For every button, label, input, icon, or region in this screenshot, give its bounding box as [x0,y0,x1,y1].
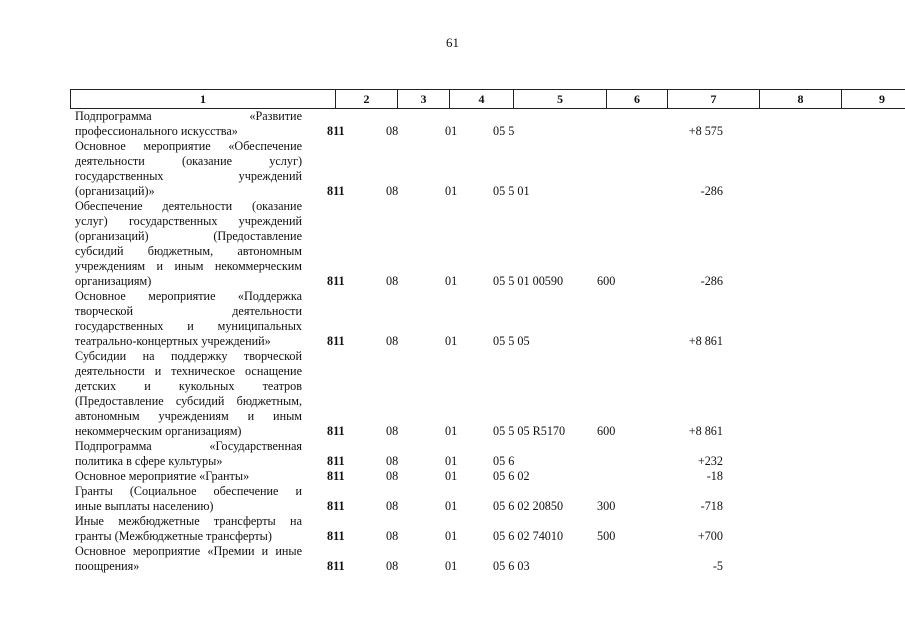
table-row [0,349,905,439]
description-line: (организаций) (Предоставление [75,229,302,243]
page-number: 61 [446,35,459,50]
cell-c4: 01 [445,184,458,198]
header-col-5: 5 [514,90,607,108]
description-line: некоммерческим организациям) [75,424,242,438]
description-line: услуг) государственных учреждений [75,214,302,228]
cell-c5: 05 6 [493,454,515,468]
row-description [75,514,302,544]
cell-c3: 08 [386,274,399,288]
description-line: (организаций)» [75,184,155,198]
description-line: Основное мероприятие «Гранты» [75,469,250,483]
row-description [75,109,302,139]
cell-c2: 811 [327,124,345,138]
cell-c7: +700 [697,529,723,543]
row-description [75,484,302,514]
cell-c6: 600 [597,424,616,438]
header-col-2: 2 [336,90,398,108]
description-line: Подпрограмма «Развитие [75,109,302,123]
row-description [75,139,302,199]
description-line: гранты (Межбюджетные трансферты) [75,529,272,543]
description-line: Гранты (Социальное обеспечение и [75,484,302,498]
cell-c7: +8 861 [688,334,723,348]
cell-c2: 811 [327,499,345,513]
header-col-7: 7 [668,90,760,108]
cell-c3: 08 [386,499,399,513]
description-line: Субсидии на поддержку творческой [75,349,302,363]
cell-c4: 01 [445,334,458,348]
cell-c3: 08 [386,559,399,573]
cell-c4: 01 [445,124,458,138]
table-row [0,484,905,514]
description-line: Подпрограмма «Государственная [75,439,302,453]
description-line: творческой деятельности [75,304,302,318]
cell-c3: 08 [386,529,399,543]
cell-c2: 811 [327,559,345,573]
cell-c4: 01 [445,499,458,513]
cell-c7: +8 861 [688,424,723,438]
header-col-1: 1 [71,90,336,108]
cell-c5: 05 6 03 [493,559,530,573]
cell-c7: -718 [700,499,723,513]
table-row [0,544,905,574]
description-line: (Предоставление субсидий бюджетным, [75,394,302,408]
description-line: Основное мероприятие «Обеспечение [75,139,302,153]
cell-c3: 08 [386,424,399,438]
header-col-4: 4 [450,90,514,108]
description-line: детских и кукольных театров [75,379,302,393]
cell-c2: 811 [327,274,345,288]
header-col-3: 3 [398,90,450,108]
description-line: учреждениям и иным некоммерческим [75,259,302,273]
cell-c4: 01 [445,469,458,483]
table-header [70,89,905,109]
description-line: субсидий бюджетным, автономным [75,244,302,258]
table-row [0,139,905,199]
description-line: организациям) [75,274,152,288]
cell-c3: 08 [386,124,399,138]
cell-c2: 811 [327,184,345,198]
cell-c5: 05 5 01 00590 [493,274,564,288]
description-line: государственных учреждений [75,169,302,183]
cell-c4: 01 [445,274,458,288]
table-row [0,514,905,544]
row-description [75,349,302,439]
cell-c4: 01 [445,559,458,573]
description-line: Основное мероприятие «Премии и иные [75,544,302,558]
cell-c4: 01 [445,424,458,438]
cell-c3: 08 [386,184,399,198]
cell-c6: 600 [597,274,616,288]
cell-c7: -286 [700,274,723,288]
cell-c4: 01 [445,454,458,468]
cell-c2: 811 [327,454,345,468]
cell-c7: -18 [706,469,723,483]
description-line: политика в сфере культуры» [75,454,223,468]
table-row [0,109,905,139]
cell-c7: +232 [697,454,723,468]
description-line: театрально-концертных учреждений» [75,334,271,348]
description-line: профессионального искусства» [75,124,238,138]
row-description [75,439,302,469]
description-line: государственных и муниципальных [75,319,302,333]
cell-c5: 05 5 05 [493,334,530,348]
row-description [75,544,302,574]
description-line: иные выплаты населению) [75,499,214,513]
cell-c3: 08 [386,334,399,348]
cell-c7: -5 [712,559,723,573]
cell-c6: 300 [597,499,616,513]
cell-c6: 500 [597,529,616,543]
table-row [0,439,905,469]
table-row [0,289,905,349]
cell-c5: 05 5 01 [493,184,530,198]
cell-c2: 811 [327,424,345,438]
cell-c3: 08 [386,469,399,483]
description-line: деятельности и техническое оснащение [75,364,302,378]
cell-c7: -286 [700,184,723,198]
description-line: Иные межбюджетные трансферты на [75,514,302,528]
row-description [75,199,302,289]
cell-c5: 05 6 02 20850 [493,499,564,513]
table-row [0,199,905,289]
cell-c5: 05 6 02 [493,469,530,483]
cell-c5: 05 6 02 74010 [493,529,564,543]
cell-c2: 811 [327,334,345,348]
cell-c7: +8 575 [688,124,723,138]
header-col-9: 9 [879,92,885,106]
cell-c2: 811 [327,529,345,543]
table-body [0,109,905,574]
cell-c4: 01 [445,529,458,543]
description-line: деятельности (оказание услуг) [75,154,302,168]
table-row [0,469,905,484]
description-line: автономным учреждениям и иным [75,409,302,423]
description-line: Основное мероприятие «Поддержка [75,289,302,303]
cell-c2: 811 [327,469,345,483]
cell-c5: 05 5 [493,124,515,138]
cell-c3: 08 [386,454,399,468]
row-description [75,289,302,349]
description-line: Обеспечение деятельности (оказание [75,199,302,213]
header-col-6: 6 [607,90,668,108]
row-description [75,469,302,484]
header-col-8: 8 [760,90,842,108]
description-line: поощрения» [75,559,140,573]
cell-c5: 05 5 05 R5170 [493,424,566,438]
